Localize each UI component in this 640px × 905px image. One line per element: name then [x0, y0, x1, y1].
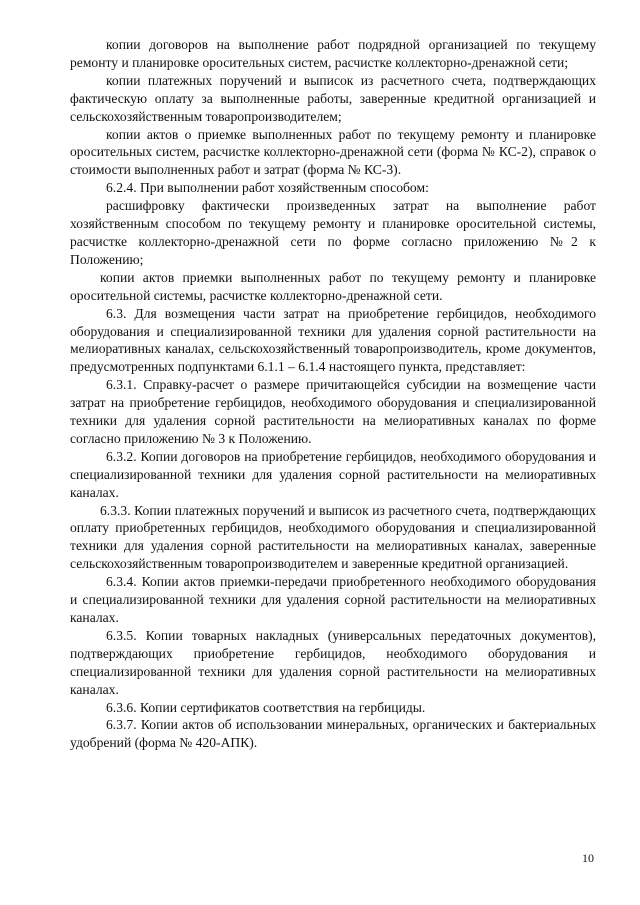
- paragraph-6-3-6: 6.3.6. Копии сертификатов соответствия на гербициды.: [106, 699, 426, 715]
- document-page: [70, 36, 596, 752]
- paragraph-cost-breakdown: расшифровку фактически произведенных затрат на выполнение работ хозяйственным способом по текущему ремонту и планировке оросительной системы, расчистке коллекторно-дренажной сети по форме согласно приложению №2 к Положению;: [70, 198, 596, 267]
- paragraph-6-3-2: 6.3.2. Копии договоров на приобретение гербицидов, необходимого оборудования и специализированной техники для удаления сорной растительности на мелиоративных каналах.: [70, 448, 596, 500]
- paragraph-6-2-4: 6.2.4. При выполнении работ хозяйственным способом:: [106, 180, 429, 196]
- paragraph-contracts-copies: копии договоров на выполнение работ подрядной организацией по текущему ремонту и планировке оросительных систем, расчистке коллекторно-дренажной сети;: [70, 37, 596, 70]
- paragraph-payment-orders: копии платежных поручений и выписок из расчетного счета, подтверждающих фактическую оплату за выполненные работы, заверенные кредитной организацией и сельскохозяйственным товаропроизводителем;: [70, 72, 596, 124]
- paragraph-6-3-5: 6.3.5. Копии товарных накладных (универсальных передаточных документов), подтверждающих приобретение гербицидов, необходимого оборудования и специализированной техники для удаления сорной растительности на мелиоративных каналах.: [70, 627, 596, 697]
- paragraph-6-3-1: 6.3.1. Справку-расчет о размере причитающейся субсидии на возмещение части затрат на приобретение гербицидов, необходимого оборудования и специализированной техники для удаления сорной растительности на мелиоративных каналах по форме согласно приложению № 3 к Положению.: [70, 377, 596, 446]
- paragraph-acceptance-acts-economic: копии актов приемки выполненных работ по текущему ремонту и планировке оросительной системы, расчистке коллекторно-дренажной сети.: [70, 269, 596, 303]
- paragraph-acceptance-acts: копии актов о приемке выполненных работ по текущему ремонту и планировке оросительных систем, расчистке коллекторно-дренажной сети (форма № КС-2), справок о стоимости выполненных работ и затрат (форма № КС-3).: [70, 126, 596, 178]
- paragraph-6-3-7: 6.3.7. Копии актов об использовании минеральных, органических и бактериальных удобрений (форма № 420-АПК).: [70, 717, 596, 751]
- paragraph-6-3: 6.3. Для возмещения части затрат на приобретение гербицидов, необходимого оборудования и специализированной техники для удаления сорной растительности на мелиоративных каналах, сельскохозяйственный товаропроизводитель, кроме документов, предусмотренных подпунктами 6.1.1 – 6.1.4 настоящего пункта, представляет:: [70, 305, 596, 375]
- page-number: 10: [582, 851, 594, 865]
- paragraph-6-3-4: 6.3.4. Копии актов приемки-передачи приобретенного необходимого оборудования и специализированной техники для удаления сорной растительности на мелиоративных каналах.: [70, 574, 596, 625]
- paragraph-6-3-3: 6.3.3. Копии платежных поручений и выписок из расчетного счета, подтверждающих оплату приобретенных гербицидов, необходимого оборудования и специализированной техники для удаления сорной растительности на мелиоративных каналах, заверенные сельскохозяйственным товаропроизводителем и заверенные кредитной организацией.: [70, 502, 596, 572]
